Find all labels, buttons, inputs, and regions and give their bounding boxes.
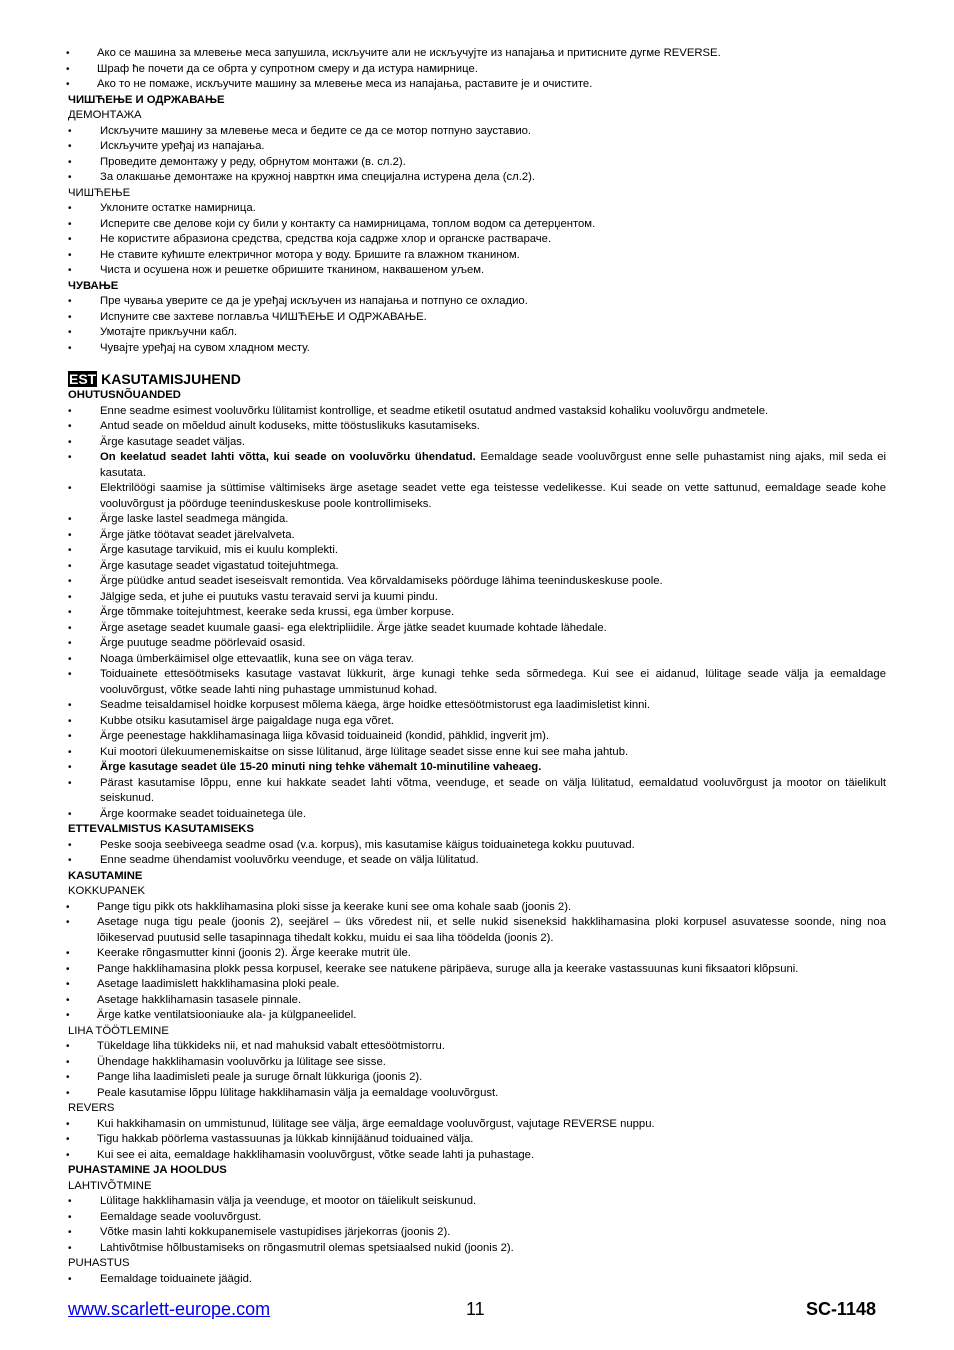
item-text: Seadme teisaldamisel hoidke korpusest mõlema käega, ärge hoidke ettesöötmistorust ega laadimisletist kinni. [100, 699, 651, 711]
item-text: Pärast kasutamise lõppu, enne kui hakkate seadet lahti võtma, veenduge, et seade on välja lülitatud, eemaldatud vooluvõrgust ja mootor on täielikult seiskunud. [100, 776, 886, 804]
list-item: • Ако то не помаже, искључите машину за млевење меса из напајања, раставите је и очистите. [68, 77, 886, 93]
website-link[interactable]: www.scarlett-europe.com [68, 1299, 271, 1319]
item-text: Ärge laske lastel seadmega mängida. [100, 513, 289, 525]
item-text: Ärge jätke töötavat seadet järelvalveta. [100, 528, 295, 541]
est-disassembly-title: LAHTIVÕTMINE [68, 1179, 152, 1192]
list-item [68, 714, 886, 730]
list-item [68, 667, 886, 698]
list-item: • Пре чувања уверите се да је уређај искључен из напајања и потпуно се охладио. [68, 294, 886, 310]
list-item: • Ühendage hakklihamasin vooluvõrku ja lülitage see sisse. [68, 1055, 886, 1071]
revers-list [68, 1117, 886, 1164]
sr-disassembly-title: ДЕМОНТАЖА [68, 109, 142, 121]
page-footer [68, 1299, 876, 1323]
list-item [68, 636, 886, 652]
item-text: Ärge kasutage seadet väljas. [100, 435, 246, 448]
list-item: • Не користите абразиона средства, средства која садрже хлор и органске раствараче. [68, 232, 886, 248]
meat-title: LIHA TÖÖTLEMINE [68, 1024, 169, 1037]
est-cleaning-title: PUHASTUS [68, 1257, 130, 1269]
item-text: Ärge koormake seadet toiduainetega üle. [100, 807, 306, 820]
list-item: • Pange tigu pikk ots hakklihamasina ploki sisse ja keerake kuni see oma kohale saab (joonis 2). [68, 900, 886, 916]
care-heading: PUHASTAMINE JA HOOLDUS [68, 1164, 227, 1176]
list-item: • Kui see ei aita, eemaldage hakklihamasin vooluvõrgust, võtke seade lahti ja puhastage. [68, 1148, 886, 1164]
item-text: Ärge kasutage seadet vigastatud toitejuhtmega. [100, 559, 339, 572]
sr-disassembly-list [68, 124, 886, 186]
prep-heading: ETTEVALMISTUS KASUTAMISEKS [68, 823, 254, 835]
list-item: • Peale kasutamise lõppu lülitage hakklihamasin välja ja eemaldage vooluvõrgust. [68, 1086, 886, 1102]
list-item: • Искључите машину за млевење меса и бедите се да се мотор потпуно зауставио. [68, 124, 886, 140]
list-item: • Проведите демонтажу у реду, обрнутом монтажи (в. сл.2). [68, 155, 886, 171]
est-cleaning-list [68, 1272, 886, 1288]
list-item: • Не ставите кућиште електричног мотора у воду. Бришите га влажном тканином. [68, 248, 886, 264]
item-text: Ärge asetage seadet kuumale gaasi- ega elektripliidile. Ärge jätke seadet kuumade kohtade lähedale. [100, 621, 607, 634]
list-item: • Искључите уређај из напајања. [68, 139, 886, 155]
list-item: • Keerake rõngasmutter kinni (joonis 2). Ärge keerake mutrit üle. [68, 946, 886, 962]
sr-cleaning-list [68, 201, 886, 279]
sr-care-heading: ЧИШЋЕЊЕ И ОДРЖАВАЊЕ [68, 93, 225, 106]
list-item [68, 419, 886, 435]
list-item: • Умотајте прикључни кабл. [68, 325, 886, 341]
revers-title: REVERS [68, 1102, 115, 1114]
list-item [68, 745, 886, 761]
list-item: • Pange liha laadimisleti peale ja suruge õrnalt lükkuriga (joonis 2). [68, 1070, 886, 1086]
item-text: Kui mootori ülekuumenemiskaitse on sisse lülitanud, ärge lülitage seadet sisse enne kui see maha jahtub. [100, 745, 629, 758]
item-text: Elektrilöögi saamise ja süttimise vältimiseks ärge asetage seadet vette ega teistesse vedelikesse. Kui seade on vette sattunud, eemaldage seade kohe vooluvõrgust ja pöörduge teeninduskeskuse poole kontrollimiseks. [100, 482, 886, 510]
item-text: Noaga ümberkäimisel olge ettevaatlik, kuna see on väga terav. [100, 652, 414, 665]
manual-title: KASUTAMISJUHEND [101, 371, 241, 387]
list-item [68, 621, 886, 637]
item-text: Ärge peenestage hakklihamasinaga liiga kõvasid toiduaineid (kondid, pähklid, ingverit jm). [100, 730, 550, 742]
item-text: Enne seadme esimest vooluvõrku lülitamist kontrollige, et seadme etiketil osutatud andmed vastaksid kohaliku vooluvõrgu andmetele. [100, 404, 769, 417]
list-item: • Võtke masin lahti kokkupanemisele vastupidises järjekorras (joonis 2). [68, 1225, 886, 1241]
use-heading: KASUTAMINE [68, 869, 143, 882]
est-section-title [68, 370, 886, 388]
list-item: • Pange hakklihamasina plokk pessa korpusel, keerake see natukene päripäeva, suruge alla ja keerake vastassuunas kuni fiksaatori klõpsuni. [68, 962, 886, 978]
item-text: Ärge püüdke antud seadet iseseisvalt remontida. Vea kõrvaldamiseks pöörduge lähima teeninduskeskuse poole. [100, 575, 663, 587]
list-item: • Чувајте уређај на сувом хладном месту. [68, 341, 886, 357]
list-item [68, 729, 886, 745]
sr-storage-list [68, 294, 886, 356]
item-text: Ärge puutuge seadme pöörlevaid osasid. [100, 637, 306, 649]
item-text: Jälgige seda, et juhe ei puutuks vastu teravaid servi ja kuumi pindu. [100, 590, 438, 603]
list-item [68, 776, 886, 807]
item-text: Ärge kasutage tarvikuid, mis ei kuulu komplekti. [100, 544, 338, 556]
list-item: • За олакшање демонтаже на кружној наврткн има специјална истурена дела (сл.2). [68, 170, 886, 186]
est-disassembly-list [68, 1194, 886, 1256]
list-item [68, 698, 886, 714]
list-item: • Чиста и осушена нож и решетке обришите тканином, наквашеном уљем. [68, 263, 886, 279]
list-item: • Уклоните остатке намирница. [68, 201, 886, 217]
list-item [68, 760, 886, 776]
safety-list [68, 404, 886, 823]
item-text: Antud seade on mõeldud ainult koduseks, mitte tööstuslikuks kasutamiseks. [100, 420, 480, 432]
list-item: • Asetage nuga tigu peale (joonis 2), seejärel – üks võredest nii, et selle nukid siseneksid hakklihamasina ploki korpusel asuvatesse soonde, ning noa lõikeservad puutusid selle tasapinnaga tihedalt kokku, muidu ei saa liha töödelda (joonis 2). [68, 915, 886, 946]
item-text: Kubbe otsiku kasutamisel ärge paigaldage nuga ega võret. [100, 714, 394, 727]
assembly-title: KOKKUPANEK [68, 885, 146, 897]
list-item [68, 528, 886, 544]
list-item [68, 512, 886, 528]
list-item: • Ако се машина за млевење меса запушила, искључите али не искључујте из напајања и притисните дугме REVERSE. [68, 46, 886, 62]
bold-warning: On keelatud seadet lahti võtta, kui seade on vooluvõrku ühendatud. [100, 451, 476, 463]
list-item: • Enne seadme ühendamist vooluvõrku veenduge, et seade on välja lülitatud. [68, 853, 886, 869]
list-item: • Eemaldage toiduainete jäägid. [68, 1272, 886, 1288]
sr-top-list [68, 46, 886, 93]
list-item [68, 574, 886, 590]
list-item: • Tigu hakkab pöörlema vastassuunas ja lükkab kinnijäänud toiduained välja. [68, 1132, 886, 1148]
list-item [68, 807, 886, 823]
list-item: • Lülitage hakklihamasin välja ja veenduge, et mootor on täielikult seiskunud. [68, 1194, 886, 1210]
list-item: • Peske sooja seebiveega seadme osad (v.a. korpus), mis kasutamise käigus toiduainetega kokku puutuvad. [68, 838, 886, 854]
list-item: • Kui hakkihamasin on ummistunud, lülitage see välja, ärge eemaldage vooluvõrgust, vajutage REVERSE nuppu. [68, 1117, 886, 1133]
list-item [68, 590, 886, 606]
meat-list [68, 1039, 886, 1101]
list-item: • Ärge katke ventilatsiooniauke ala- ja külgpaneelidel. [68, 1008, 886, 1024]
page-number: 11 [466, 1299, 485, 1319]
model-number: SC-1148 [805, 1299, 876, 1319]
sr-cleaning-title: ЧИШЋЕЊЕ [68, 186, 131, 199]
list-item [68, 652, 886, 668]
list-item [68, 543, 886, 559]
item-text: Toiduainete ettesöötmiseks kasutage vastavat lükkurit, ärge kunagi tehke seda sõrmedega. Kui see ei aidanud, lülitage seade välja ja eemaldage vooluvõrgust, võtke seade lahti ning puhastage ummistunud kohad. [100, 668, 886, 696]
list-item: • Tükeldage liha tükkideks nii, et nad mahuksid vabalt ettesöötmistorru. [68, 1039, 886, 1055]
list-item: • Испуните све захтеве поглавља ЧИШЋЕЊЕ И ОДРЖАВАЊЕ. [68, 310, 886, 326]
list-item [68, 404, 886, 420]
list-item: • Asetage laadimislett hakklihamasina ploki peale. [68, 977, 886, 993]
bold-warning: Ärge kasutage seadet üle 15-20 minuti ning tehke vähemalt 10-minutiline vaheaeg. [100, 761, 542, 773]
item-text: Ärge tõmmake toitejuhtmest, keerake seda krussi, ega ümber korpuse. [100, 606, 455, 618]
list-item: • Шраф ће почети да се обрта у супротном смеру и да истура намирнице. [68, 62, 886, 78]
page-content [68, 46, 886, 1287]
list-item: • Lahtivõtmise hõlbustamiseks on rõngasmutril olemas spetsiaalsed nukid (joonis 2). [68, 1241, 886, 1257]
item-text: Eemaldage seade vooluvõrgust enne selle puhastamist ning ajaks, mil seda ei kasutata. [100, 451, 887, 479]
safety-heading: OHUTUSNÕUANDED [68, 389, 181, 401]
list-item: • Eemaldage seade vooluvõrgust. [68, 1210, 886, 1226]
prep-list [68, 838, 886, 869]
list-item: • Исперите све делове који су били у контакту са намирницама, топлом водом са детерџентом. [68, 217, 886, 233]
list-item [68, 450, 886, 481]
list-item [68, 435, 886, 451]
language-badge: EST [69, 371, 97, 387]
list-item [68, 605, 886, 621]
list-item [68, 559, 886, 575]
sr-storage-title: ЧУВАЊЕ [68, 279, 119, 292]
list-item: • Asetage hakklihamasin tasasele pinnale. [68, 993, 886, 1009]
assembly-list [68, 900, 886, 1024]
list-item [68, 481, 886, 512]
